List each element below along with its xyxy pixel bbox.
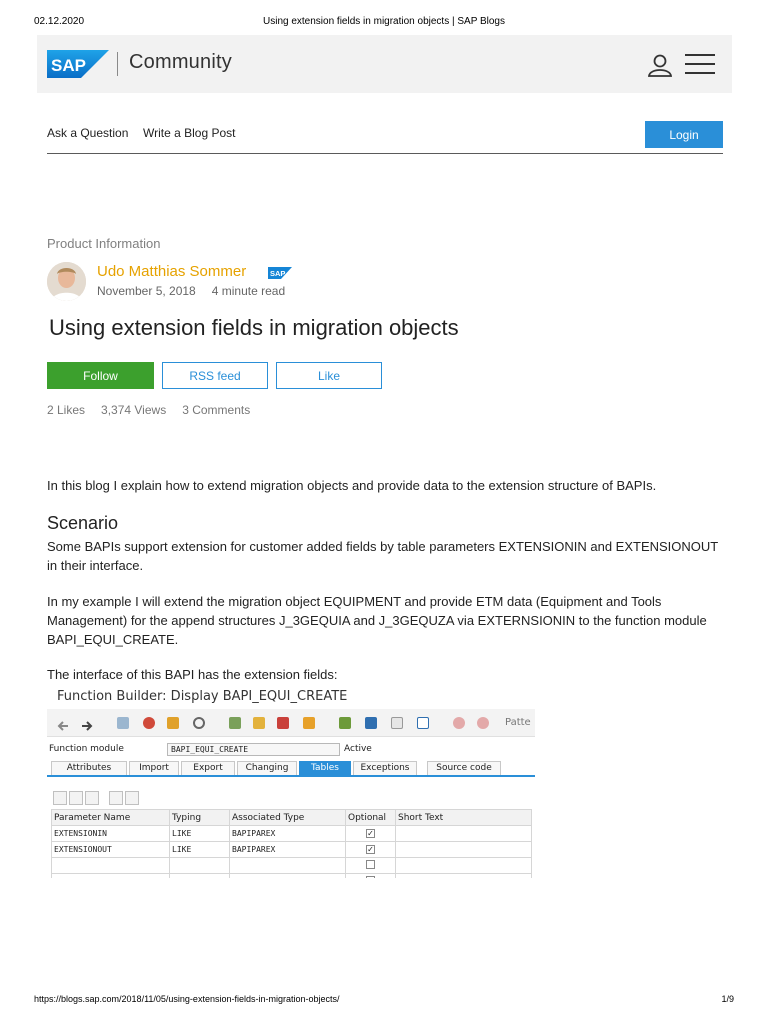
tab-export: Export — [181, 761, 235, 775]
screenshot-title: Function Builder: Display BAPI_EQUI_CREATE — [57, 689, 348, 704]
print-page-number: 1/9 — [721, 994, 734, 1004]
user-icon[interactable] — [647, 53, 673, 77]
tab-tables: Tables — [299, 761, 351, 775]
toolbar-tool-icon — [477, 717, 489, 729]
pattern-button-label: Patte — [505, 717, 531, 728]
toolbar-tool-icon — [167, 717, 179, 729]
cut-icon — [53, 791, 67, 805]
optional-checkbox-cell — [346, 842, 396, 858]
toolbar-tool-icon — [453, 717, 465, 729]
post-date: November 5, 2018 — [97, 284, 196, 298]
screenshot-toolbar — [47, 709, 535, 737]
print-url: https://blogs.sap.com/2018/11/05/using-extension-fields-in-migration-objects/ — [34, 994, 340, 1004]
svg-text:SAP: SAP — [270, 269, 286, 278]
toolbar-tool-icon — [143, 717, 155, 729]
toolbar-tool-icon — [303, 717, 315, 729]
parameter-typing — [170, 874, 230, 879]
toolbar-tool-icon — [339, 717, 351, 729]
optional-checkbox-cell — [346, 826, 396, 842]
column-header-short-text: Short Text — [396, 810, 532, 826]
optional-checkbox — [366, 860, 375, 869]
write-blog-link[interactable]: Write a Blog Post — [143, 126, 236, 140]
post-category[interactable]: Product Information — [47, 236, 161, 251]
parameter-name — [52, 858, 170, 874]
sub-nav — [47, 118, 723, 154]
column-header-parameter-name: Parameter Name — [52, 810, 170, 826]
rss-feed-button[interactable]: RSS feed — [162, 362, 268, 389]
tab-source-code: Source code — [427, 761, 501, 775]
parameter-name — [52, 874, 170, 879]
column-header-typing: Typing — [170, 810, 230, 826]
optional-checkbox — [366, 876, 375, 879]
column-header-optional: Optional — [346, 810, 396, 826]
column-header-associated-type: Associated Type — [230, 810, 346, 826]
scenario-heading: Scenario — [47, 513, 119, 533]
optional-checkbox: ✓ — [367, 828, 374, 838]
site-header — [37, 35, 732, 93]
delete-row-icon — [125, 791, 139, 805]
parameter-typing: LIKE — [170, 826, 230, 842]
toolbar-tool-icon — [117, 717, 129, 729]
print-header — [34, 16, 734, 30]
info-icon — [417, 717, 429, 729]
tab-exceptions: Exceptions — [353, 761, 417, 775]
post-date-line — [97, 284, 285, 298]
copy-icon — [69, 791, 83, 805]
toolbar-tool-icon — [391, 717, 403, 729]
parameter-type — [230, 874, 346, 879]
toolbar-tool-icon — [365, 717, 377, 729]
function-module-row — [47, 742, 535, 758]
scenario-paragraph-3: The interface of this BAPI has the extension fields: — [47, 667, 338, 682]
sap-employee-badge-icon — [268, 266, 292, 278]
like-button[interactable]: Like — [276, 362, 382, 389]
optional-checkbox: ✓ — [367, 844, 374, 854]
parameter-type: BAPIPAREX — [230, 842, 346, 858]
menu-icon[interactable] — [685, 54, 715, 76]
parameter-short-text — [396, 874, 532, 879]
parameter-short-text — [396, 858, 532, 874]
toolbar-tool-icon — [277, 717, 289, 729]
follow-button[interactable]: Follow — [47, 362, 154, 389]
parameter-typing — [170, 858, 230, 874]
logo-divider — [117, 52, 118, 76]
read-time: 4 minute read — [211, 284, 286, 298]
print-date: 02.12.2020 — [34, 16, 85, 27]
tab-import: Import — [129, 761, 179, 775]
parameter-name: EXTENSIONOUT — [52, 842, 170, 858]
scenario-paragraph-2: In my example I will extend the migration object EQUIPMENT and provide ETM data (Equipment and Tools Management) for the append structures J_3GEQUIA and J_3GEQUZA via EXTERNSIONIN to the function module BAPI_EQUI_CREATE. — [47, 594, 707, 647]
parameter-short-text — [396, 826, 532, 842]
post-title: Using extension fields in migration objects — [49, 315, 459, 340]
toolbar-tool-icon — [193, 717, 205, 729]
parameter-type — [230, 858, 346, 874]
author-name[interactable]: Udo Matthias Sommer — [97, 263, 247, 280]
author-avatar[interactable] — [47, 262, 86, 301]
parameters-table — [51, 809, 532, 878]
login-button[interactable]: Login — [645, 121, 723, 148]
parameter-short-text — [396, 842, 532, 858]
screenshot-tabs — [47, 761, 535, 777]
tab-changing: Changing — [237, 761, 297, 775]
function-module-status: Active — [344, 744, 372, 754]
toolbar-tool-icon — [229, 717, 241, 729]
intro-paragraph: In this blog I explain how to extend migration objects and provide data to the extension structure of BAPIs. — [47, 478, 657, 493]
forward-arrow-icon — [81, 717, 93, 729]
function-builder-screenshot — [47, 685, 535, 878]
parameter-name: EXTENSIONIN — [52, 826, 170, 842]
print-title: Using extension fields in migration objects | SAP Blogs — [263, 16, 505, 27]
insert-row-icon — [109, 791, 123, 805]
tab-attributes: Attributes — [51, 761, 127, 775]
likes-count[interactable]: 2 Likes — [47, 403, 86, 417]
ask-question-link[interactable]: Ask a Question — [47, 126, 129, 140]
community-label[interactable]: Community — [129, 51, 232, 73]
table-toolbar — [53, 791, 153, 807]
table-row — [52, 842, 532, 858]
table-row — [52, 858, 532, 874]
post-stats — [47, 403, 266, 417]
optional-checkbox-cell — [346, 858, 396, 874]
function-module-field: BAPI_EQUI_CREATE — [167, 743, 340, 756]
back-arrow-icon — [57, 717, 69, 729]
table-header-row — [52, 810, 532, 826]
parameter-type: BAPIPAREX — [230, 826, 346, 842]
toolbar-tool-icon — [253, 717, 265, 729]
sap-logo[interactable] — [47, 50, 109, 78]
views-count: 3,374 Views — [101, 403, 167, 417]
table-row — [52, 826, 532, 842]
scenario-paragraph-1: Some BAPIs support extension for customer added fields by table parameters EXTENSIONIN and EXTENSIONOUT in their interface. — [47, 539, 718, 573]
function-module-label: Function module — [49, 744, 124, 754]
svg-text:SAP: SAP — [51, 56, 86, 75]
paste-icon — [85, 791, 99, 805]
optional-checkbox-cell — [346, 874, 396, 879]
comments-count[interactable]: 3 Comments — [182, 403, 251, 417]
parameter-typing: LIKE — [170, 842, 230, 858]
table-row — [52, 874, 532, 879]
